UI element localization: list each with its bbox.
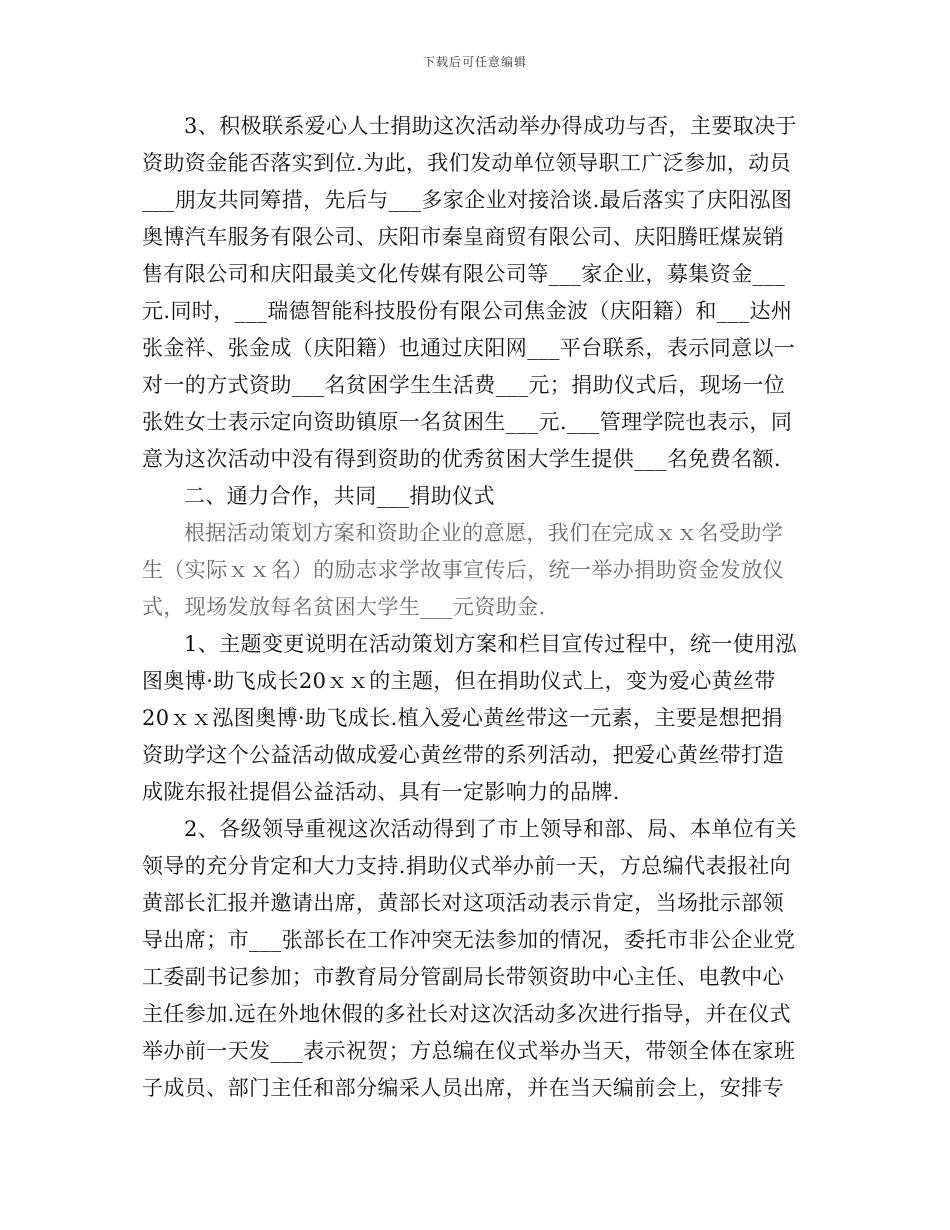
document-body	[142, 108, 810, 1107]
text-line: 根据活动策划方案和资助企业的意愿，我们在完成ｘｘ名受助学	[184, 521, 784, 545]
text-line: 1、主题变更说明在活动策划方案和栏目宣传过程中，统一使用泓	[184, 632, 797, 656]
text-line: 生（实际ｘｘ名）的励志求学故事宣传后，统一举办捐助资金发放仪	[142, 558, 784, 582]
text-line: 式，现场发放每名贫困大学生___元资助金.	[142, 595, 546, 619]
text-line: 3、积极联系爱心人士捐助这次活动举办得成功与否，主要取决于	[184, 114, 797, 138]
text-line: 成陇东报社提倡公益活动、具有一定影响力的品牌.	[142, 780, 620, 804]
text-line: 意为这次活动中没有得到资助的优秀贫困大学生提供___名免费名额.	[142, 447, 781, 471]
text-line: 20ｘｘ泓图奥博·助飞成长.植入爱心黄丝带这一元素，主要是想把捐	[142, 706, 783, 730]
text-line: 图奥博·助飞成长20ｘｘ的主题，但在捐助仪式上，变为爱心黄丝带	[142, 669, 776, 693]
text-line: ___朋友共同筹措，先后与___多家企业对接洽谈.最后落实了庆阳泓图	[142, 188, 793, 212]
text-line: 二、通力合作，共同___捐助仪式	[184, 484, 495, 508]
text-line: 主任参加.远在外地休假的多社长对这次活动多次进行指导，并在仪式	[142, 1002, 792, 1026]
text-line: 导出席；市___张部长在工作冲突无法参加的情况，委托市非公企业党	[142, 928, 796, 952]
text-line: 子成员、部门主任和部分编采人员出席，并在当天编前会上，安排专	[142, 1076, 784, 1100]
text-line: 举办前一天发___表示祝贺；方总编在仪式举办当天，带领全体在家班	[142, 1039, 796, 1063]
text-line: 张姓女士表示定向资助镇原一名贫困生___元.___管理学院也表示，同	[142, 410, 793, 434]
text-line: 领导的充分肯定和大力支持.捐助仪式举办前一天，方总编代表报社向	[142, 854, 792, 878]
text-line: 2、各级领导重视这次活动得到了市上领导和部、局、本单位有关	[184, 817, 797, 841]
text-line: 资助学这个公益活动做成爱心黄丝带的系列活动，把爱心黄丝带打造	[142, 743, 784, 767]
text-line: 售有限公司和庆阳最美文化传媒有限公司等___家企业，募集资金___	[142, 262, 786, 286]
text-line: 工委副书记参加；市教育局分管副局长带领资助中心主任、电教中心	[142, 965, 784, 989]
text-line: 张金祥、张金成（庆阳籍）也通过庆阳网___平台联系，表示同意以一	[142, 336, 796, 360]
text-line: 对一的方式资助___名贫困学生生活费___元；捐助仪式后，现场一位	[142, 373, 786, 397]
page-header: 下载后可任意编辑	[422, 55, 527, 69]
text-line: 元.同时，___瑞德智能科技股份有限公司焦金波（庆阳籍）和___达州	[142, 299, 793, 323]
text-line: 奥博汽车服务有限公司、庆阳市秦皇商贸有限公司、庆阳腾旺煤炭销	[142, 225, 784, 249]
text-line: 资助资金能否落实到位.为此，我们发动单位领导职工广泛参加，动员	[142, 151, 792, 175]
text-line: 黄部长汇报并邀请出席，黄部长对这项活动表示肯定，当场批示部领	[142, 891, 784, 915]
